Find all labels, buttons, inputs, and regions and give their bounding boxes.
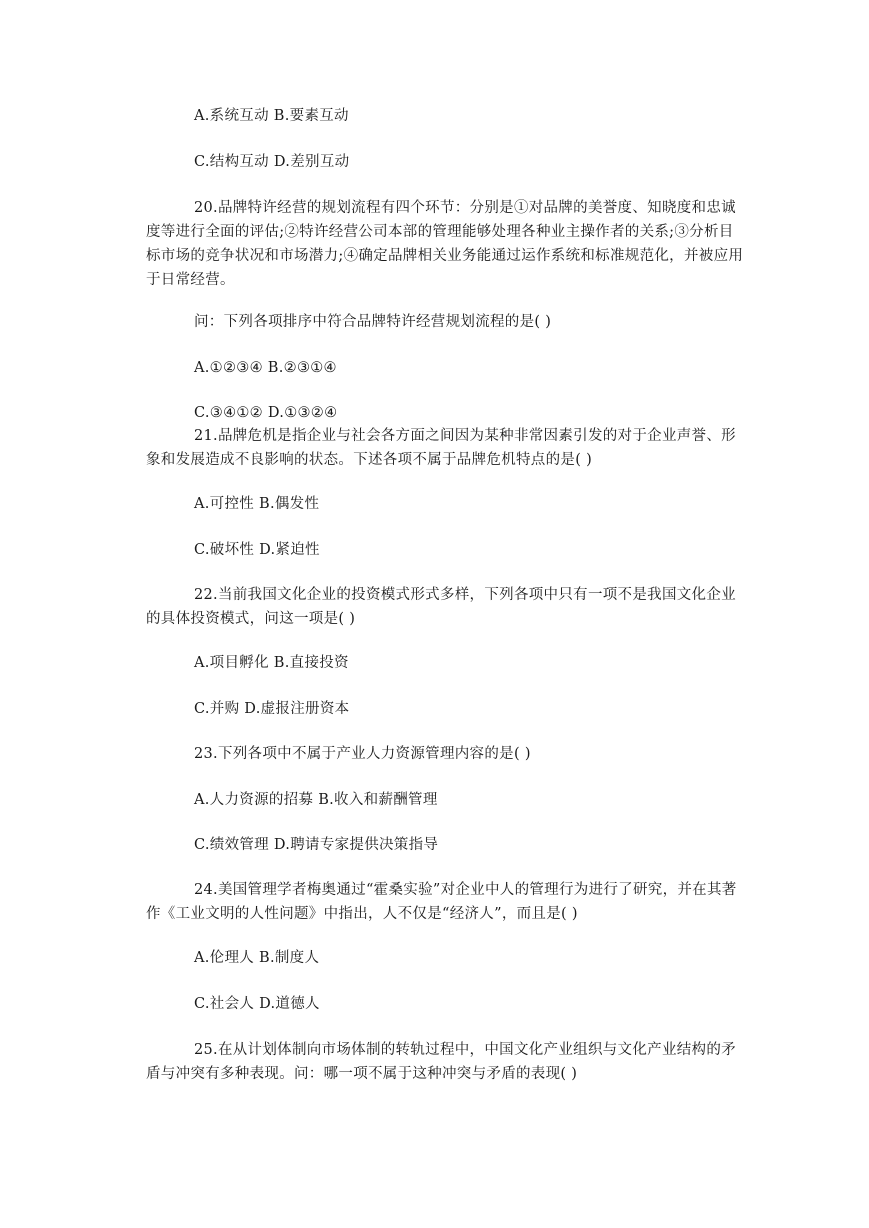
q24-stem: 24.美国管理学者梅奥通过“霍桑实验”对企业中人的管理行为进行了研究，并在其著作《工业文明的人性问题》中指出，人不仅是“经济人”，而且是( ) xyxy=(146,882,737,922)
q20-option-ab: A.①②③④ B.②③①④ xyxy=(194,360,337,376)
q23-option-cd: C.绩效管理 D.聘请专家提供决策指导 xyxy=(194,837,439,853)
q22-option-cd: C.并购 D.虚报注册资本 xyxy=(194,701,350,717)
q19-option-ab: A.系统互动 B.要素互动 xyxy=(194,108,349,124)
q20-question: 问：下列各项排序中符合品牌特许经营规划流程的是( ) xyxy=(194,314,552,330)
q20-stem: 20.品牌特许经营的规划流程有四个环节：分别是①对品牌的美誉度、知晓度和忠诚度等进行全面的评估;②特许经营公司本部的管理能够处理各种业主操作者的关系;③分析目标市场的竞争状况和市场潜力;④确定品牌相关业务能通过运作系统和标准规范化，并被应用于日常经营。 xyxy=(146,200,744,288)
q22-option-ab: A.项目孵化 B.直接投资 xyxy=(194,655,349,671)
q21-option-cd: C.破坏性 D.紧迫性 xyxy=(194,542,320,558)
q19-option-cd: C.结构互动 D.差别互动 xyxy=(194,154,350,170)
q23-option-ab: A.人力资源的招募 B.收入和薪酬管理 xyxy=(194,792,438,808)
q24-option-cd: C.社会人 D.道德人 xyxy=(194,996,320,1012)
q24-option-ab: A.伦理人 B.制度人 xyxy=(194,950,320,966)
q21-stem: 21.品牌危机是指企业与社会各方面之间因为某种非常因素引发的对于企业声誉、形象和发展造成不良影响的状态。下述各项不属于品牌危机特点的是( ) xyxy=(146,428,736,468)
q21-option-ab: A.可控性 B.偶发性 xyxy=(194,496,320,512)
q20-option-cd: C.③④①② D.①③②④ xyxy=(194,405,338,421)
q22-stem: 22.当前我国文化企业的投资模式形式多样，下列各项中只有一项不是我国文化企业的具体投资模式，问这一项是( ) xyxy=(146,587,736,627)
q23-stem: 23.下列各项中不属于产业人力资源管理内容的是( ) xyxy=(194,746,531,762)
q25-stem: 25.在从计划体制向市场体制的转轨过程中，中国文化产业组织与文化产业结构的矛盾与冲突有多种表现。问：哪一项不属于这种冲突与矛盾的表现( ) xyxy=(146,1042,736,1082)
